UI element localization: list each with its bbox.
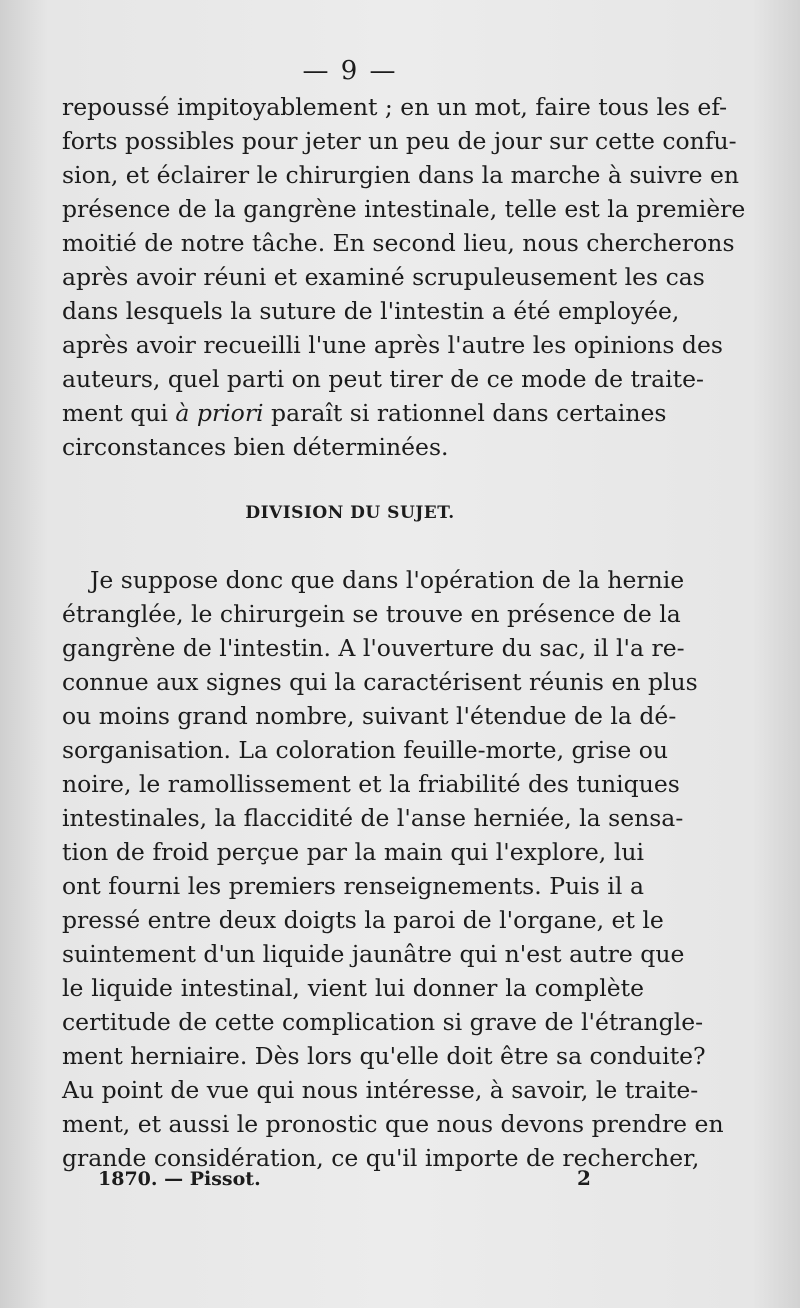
text-line: ment herniaire. Dès lors qu'elle doit être sa conduite? — [62, 1042, 706, 1070]
text-line: circonstances bien déterminées. — [62, 433, 449, 461]
text-line: Je suppose donc que dans l'opération de la hernie — [90, 566, 685, 594]
paragraph-1 — [62, 90, 746, 464]
text-line: suintement d'un liquide jaunâtre qui n'est autre que — [62, 940, 685, 968]
text-line: sorganisation. La coloration feuille-morte, grise ou — [62, 736, 669, 764]
text-line: moitié de notre tâche. En second lieu, nous chercherons — [62, 229, 735, 257]
signature-mark: 2 — [577, 1166, 591, 1190]
page-number: — 9 — — [302, 56, 398, 86]
text-line: ont fourni les premiers renseignements. Puis il a — [62, 872, 644, 900]
text-line: ou moins grand nombre, suivant l'étendue de la dé- — [62, 702, 677, 730]
paragraph-2 — [62, 563, 724, 1175]
text-line: noire, le ramollissement et la friabilité des tuniques — [62, 770, 680, 798]
text-line: après avoir recueilli l'une après l'autre les opinions des — [62, 331, 723, 359]
text-line: grande considération, ce qu'il importe de rechercher, — [62, 1144, 700, 1172]
text-line: repoussé impitoyablement ; en un mot, faire tous les ef- — [62, 93, 728, 121]
text-line: Au point de vue qui nous intéresse, à savoir, le traite- — [62, 1076, 699, 1104]
text-line: le liquide intestinal, vient lui donner la complète — [62, 974, 644, 1002]
italic-phrase: à priori — [175, 399, 264, 427]
text-line: intestinales, la flaccidité de l'anse herniée, la sensa- — [62, 804, 684, 832]
text-line: étranglée, le chirurgein se trouve en présence de la — [62, 600, 681, 628]
text-line: connue aux signes qui la caractérisent réunis en plus — [62, 668, 698, 696]
footer-imprint: 1870. — Pissot. — [98, 1168, 261, 1190]
text-line: présence de la gangrène intestinale, telle est la première — [62, 195, 746, 223]
text-line: gangrène de l'intestin. A l'ouverture du sac, il l'a re- — [62, 634, 685, 662]
text-line: auteurs, quel parti on peut tirer de ce mode de traite- — [62, 365, 704, 393]
text-line: certitude de cette complication si grave de l'étrangle- — [62, 1008, 704, 1036]
text-line: pressé entre deux doigts la paroi de l'organe, et le — [62, 906, 664, 934]
text-line: sion, et éclairer le chirurgien dans la marche à suivre en — [62, 161, 739, 189]
text-line: après avoir réuni et examiné scrupuleusement les cas — [62, 263, 705, 291]
text-line: ment qui à priori paraît si rationnel dans certaines — [62, 399, 667, 427]
section-heading: DIVISION DU SUJET. — [245, 503, 455, 523]
text-line: forts possibles pour jeter un peu de jour sur cette confu- — [62, 127, 737, 155]
text-line: tion de froid perçue par la main qui l'explore, lui — [62, 838, 644, 866]
text-line: dans lesquels la suture de l'intestin a été employée, — [62, 297, 680, 325]
text-line: ment, et aussi le pronostic que nous devons prendre en — [62, 1110, 724, 1138]
